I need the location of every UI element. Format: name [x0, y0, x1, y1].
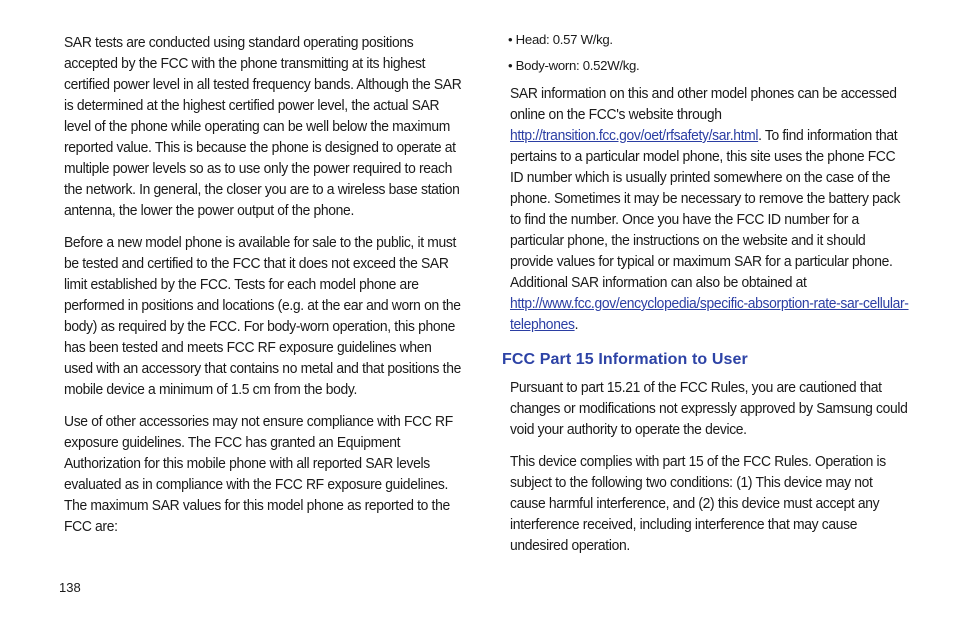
part15-compliance-paragraph: This device complies with part 15 of the FCC Rules. Operation is subject to the following two conditions: (1) This device may not cause harmful interference, and (2) this device must accept any interference received, including interference that may cause undesired operation.: [510, 454, 886, 554]
body-worn-sar-value: • Body-worn: 0.52W/kg.: [508, 58, 640, 73]
right-column: [502, 32, 910, 568]
fcc-encyclopedia-link[interactable]: http://www.fcc.gov/encyclopedia/specific-absorption-rate-sar-cellular-telephones: [510, 296, 909, 333]
sar-tests-paragraph: SAR tests are conducted using standard operating positions accepted by the FCC with the phone transmitting at its highest certified power level in all tested frequency bands. Although the SAR is determined at the highest certified power level, the actual SAR level of the phone while operating can be well below the maximum reported value. This is because the phone is designed to operate at multiple power levels so as to use only the power required to reach the network. In general, the closer you are to a wireless base station antenna, the lower the power output of the phone.: [64, 35, 462, 219]
section-heading: FCC Part 15 Information to User: [502, 351, 748, 368]
sar-info-text-3: .: [574, 317, 579, 333]
certification-paragraph: Before a new model phone is available for sale to the public, it must be tested and certified to the FCC that it does not exceed the SAR limit established by the FCC. Tests for each model phone are performed in positions and locations (e.g. at the ear and worn on the body) as required by the FCC. For body-worn operation, this phone has been tested and meets FCC RF exposure guidelines when used with an accessory that contains no metal and that positions the mobile device a minimum of 1.5 cm from the body.: [64, 235, 461, 398]
part15-caution-paragraph: Pursuant to part 15.21 of the FCC Rules, you are cautioned that changes or modifications not expressly approved by Samsung could void your authority to operate the device.: [510, 380, 908, 438]
sar-values-list: [508, 32, 910, 74]
page-number: 138: [59, 580, 81, 595]
accessories-paragraph: Use of other accessories may not ensure compliance with FCC RF exposure guidelines. The FCC has granted an Equipment Authorization for this mobile phone with all reported SAR levels evaluated as in compliance with the FCC RF exposure guidelines. The maximum SAR values for this model phone as reported to the FCC are:: [64, 414, 453, 535]
sar-info-text-2: . To find information that pertains to a particular model phone, this site uses the phone FCC ID number which is usually printed somewhere on the case of the phone. Sometimes it may be necessary to remove the battery pack to find the number. Once you have the FCC ID number for a particular phone, the instructions on the website and it should provide values for typical or maximum SAR for a particular phone. Additional SAR information can also be obtained at: [510, 128, 901, 291]
head-sar-value: • Head: 0.57 W/kg.: [508, 32, 613, 47]
sar-info-paragraph: [510, 84, 910, 336]
sar-info-text-1: SAR information on this and other model phones can be accessed online on the FCC's website through: [510, 86, 897, 123]
fcc-sar-link[interactable]: http://transition.fcc.gov/oet/rfsafety/sar.html: [510, 128, 759, 144]
left-column: [64, 33, 462, 549]
